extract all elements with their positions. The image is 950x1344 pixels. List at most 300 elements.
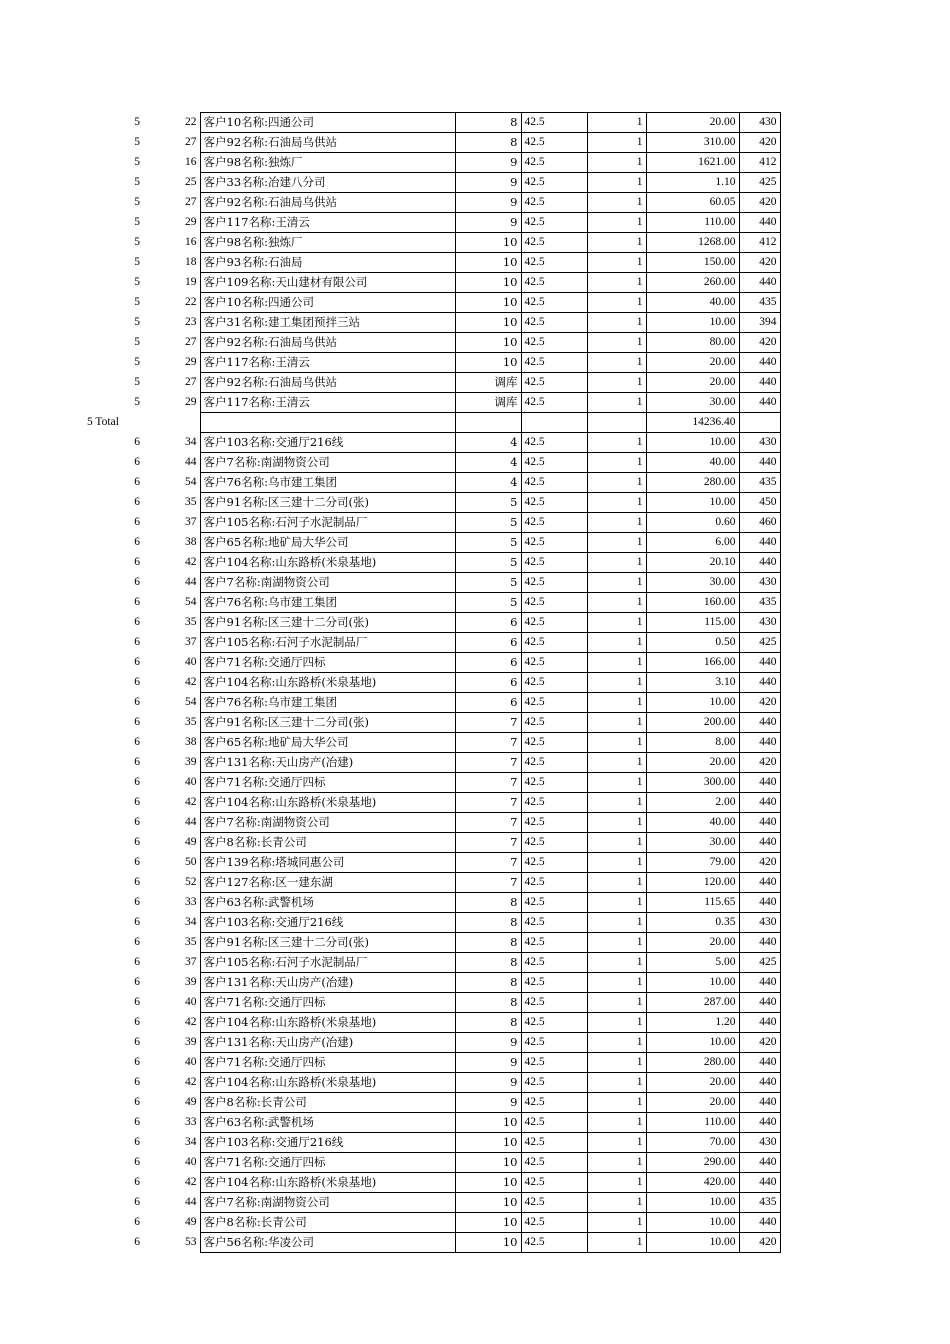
grade-cell: 42.5: [521, 913, 587, 933]
table-row: [84, 793, 780, 813]
customer-cell: 客户91名称:区三建十二分司(张): [200, 493, 455, 513]
customer-cell: 客户8名称:长青公司: [200, 833, 455, 853]
amount-cell: 5.00: [646, 953, 739, 973]
count-cell: 1: [587, 473, 646, 493]
day-cell: 27: [185, 336, 197, 348]
count-cell: 1: [587, 813, 646, 833]
day-cell: 40: [185, 1056, 197, 1068]
day-cell: 42: [185, 1076, 197, 1088]
price-cell: 412: [739, 153, 780, 173]
grade-cell: 42.5: [521, 233, 587, 253]
count-cell: 1: [587, 1193, 646, 1213]
quantity-cell: 8: [455, 113, 521, 133]
price-cell: 440: [739, 1013, 780, 1033]
customer-cell: 客户117名称:王清云: [200, 353, 455, 373]
price-cell: 440: [739, 813, 780, 833]
quantity-cell: 8: [455, 913, 521, 933]
month-cell: 6: [134, 816, 140, 828]
grade-cell: 42.5: [521, 1153, 587, 1173]
grade-cell: 42.5: [521, 693, 587, 713]
amount-cell: 115.00: [646, 613, 739, 633]
month-cell: 6: [134, 1156, 140, 1168]
quantity-cell: 8: [455, 973, 521, 993]
count-cell: 1: [587, 653, 646, 673]
count-cell: 1: [587, 113, 646, 133]
month-cell: 5: [134, 376, 140, 388]
month-cell: 6: [134, 456, 140, 468]
grade-cell: 42.5: [521, 1233, 587, 1253]
amount-cell: 110.00: [646, 213, 739, 233]
customer-cell: 客户104名称:山东路桥(米泉基地): [200, 793, 455, 813]
amount-cell: 79.00: [646, 853, 739, 873]
month-cell: 6: [134, 1076, 140, 1088]
quantity-cell: 7: [455, 853, 521, 873]
customer-cell: 客户76名称:乌市建工集团: [200, 593, 455, 613]
table-row: [84, 333, 780, 353]
quantity-cell: [455, 413, 521, 433]
grade-cell: 42.5: [521, 613, 587, 633]
amount-cell: 290.00: [646, 1153, 739, 1173]
month-cell: 5: [134, 156, 140, 168]
count-cell: 1: [587, 513, 646, 533]
day-cell: 39: [185, 756, 197, 768]
customer-cell: 客户93名称:石油局: [200, 253, 455, 273]
count-cell: 1: [587, 693, 646, 713]
price-cell: 412: [739, 233, 780, 253]
day-cell: 42: [185, 556, 197, 568]
count-cell: 1: [587, 953, 646, 973]
price-cell: 440: [739, 273, 780, 293]
table-row: [84, 973, 780, 993]
count-cell: 1: [587, 633, 646, 653]
table-row: [84, 1073, 780, 1093]
count-cell: 1: [587, 133, 646, 153]
amount-cell: 287.00: [646, 993, 739, 1013]
amount-cell: 40.00: [646, 813, 739, 833]
month-cell: 6: [134, 636, 140, 648]
grade-cell: 42.5: [521, 573, 587, 593]
quantity-cell: 8: [455, 893, 521, 913]
customer-cell: 客户131名称:天山房产(冶建): [200, 1033, 455, 1053]
quantity-cell: 6: [455, 693, 521, 713]
customer-cell: 客户131名称:天山房产(冶建): [200, 973, 455, 993]
quantity-cell: 9: [455, 173, 521, 193]
table-row: [84, 993, 780, 1013]
count-cell: 1: [587, 1133, 646, 1153]
quantity-cell: 10: [455, 1173, 521, 1193]
grade-cell: 42.5: [521, 1193, 587, 1213]
grade-cell: 42.5: [521, 1173, 587, 1193]
quantity-cell: 10: [455, 333, 521, 353]
day-cell: 35: [185, 616, 197, 628]
customer-cell: 客户8名称:长青公司: [200, 1213, 455, 1233]
amount-cell: 40.00: [646, 293, 739, 313]
day-cell: 22: [185, 296, 197, 308]
quantity-cell: 6: [455, 613, 521, 633]
day-cell: 54: [185, 476, 197, 488]
amount-cell: 3.10: [646, 673, 739, 693]
month-cell: 6: [134, 576, 140, 588]
amount-cell: 20.10: [646, 553, 739, 573]
price-cell: 460: [739, 513, 780, 533]
customer-cell: 客户63名称:武警机场: [200, 1113, 455, 1133]
table-row: [84, 513, 780, 533]
quantity-cell: 调库: [455, 393, 521, 413]
month-cell: 5: [134, 296, 140, 308]
day-cell: 19: [185, 276, 197, 288]
quantity-cell: 8: [455, 933, 521, 953]
customer-cell: 客户7名称:南湖物资公司: [200, 453, 455, 473]
table-row: [84, 293, 780, 313]
amount-cell: 20.00: [646, 933, 739, 953]
price-cell: 435: [739, 293, 780, 313]
grade-cell: 42.5: [521, 113, 587, 133]
month-cell: 6: [134, 936, 140, 948]
amount-cell: 0.50: [646, 633, 739, 653]
count-cell: 1: [587, 453, 646, 473]
customer-cell: 客户71名称:交通厅四标: [200, 993, 455, 1013]
month-cell: 6: [134, 876, 140, 888]
month-cell: 6: [134, 1196, 140, 1208]
price-cell: 440: [739, 353, 780, 373]
grade-cell: 42.5: [521, 893, 587, 913]
grade-cell: 42.5: [521, 553, 587, 573]
quantity-cell: 10: [455, 1193, 521, 1213]
quantity-cell: 5: [455, 553, 521, 573]
count-cell: 1: [587, 1013, 646, 1033]
month-cell: 6: [134, 616, 140, 628]
day-cell: 38: [185, 536, 197, 548]
price-cell: 435: [739, 473, 780, 493]
quantity-cell: 8: [455, 133, 521, 153]
count-cell: 1: [587, 1113, 646, 1133]
grade-cell: 42.5: [521, 493, 587, 513]
customer-cell: 客户56名称:华凌公司: [200, 1233, 455, 1253]
count-cell: 1: [587, 1153, 646, 1173]
table-row: [84, 1233, 780, 1253]
month-cell: 6: [134, 836, 140, 848]
count-cell: 1: [587, 253, 646, 273]
quantity-cell: 5: [455, 533, 521, 553]
price-cell: 440: [739, 1073, 780, 1093]
table-row: [84, 1113, 780, 1133]
quantity-cell: 10: [455, 253, 521, 273]
customer-cell: 客户63名称:武警机场: [200, 893, 455, 913]
count-cell: 1: [587, 1173, 646, 1193]
quantity-cell: 9: [455, 213, 521, 233]
day-cell: 29: [185, 216, 197, 228]
grade-cell: 42.5: [521, 193, 587, 213]
count-cell: 1: [587, 1093, 646, 1113]
month-cell: 6: [134, 1016, 140, 1028]
customer-cell: 客户105名称:石河子水泥制品厂: [200, 633, 455, 653]
customer-cell: 客户117名称:王清云: [200, 393, 455, 413]
table-row: [84, 553, 780, 573]
customer-cell: 客户71名称:交通厅四标: [200, 1153, 455, 1173]
month-cell: 6: [134, 556, 140, 568]
day-cell: 54: [185, 696, 197, 708]
amount-cell: 0.60: [646, 513, 739, 533]
table-row: [84, 1033, 780, 1053]
subtotal-label: 5 Total: [87, 416, 119, 428]
count-cell: 1: [587, 153, 646, 173]
month-cell: 6: [134, 996, 140, 1008]
count-cell: 1: [587, 753, 646, 773]
month-cell: 5: [134, 136, 140, 148]
day-cell: 54: [185, 596, 197, 608]
grade-cell: 42.5: [521, 993, 587, 1013]
count-cell: 1: [587, 873, 646, 893]
customer-cell: 客户10名称:四通公司: [200, 293, 455, 313]
day-cell: 42: [185, 1016, 197, 1028]
price-cell: 440: [739, 1093, 780, 1113]
table-row: [84, 233, 780, 253]
quantity-cell: 10: [455, 293, 521, 313]
month-cell: 6: [134, 676, 140, 688]
month-cell: 6: [134, 536, 140, 548]
amount-cell: 115.65: [646, 893, 739, 913]
quantity-cell: 5: [455, 513, 521, 533]
price-cell: 420: [739, 333, 780, 353]
customer-cell: 客户105名称:石河子水泥制品厂: [200, 953, 455, 973]
table-row: [84, 133, 780, 153]
customer-cell: 客户65名称:地矿局大华公司: [200, 533, 455, 553]
customer-cell: 客户109名称:天山建材有限公司: [200, 273, 455, 293]
grade-cell: 42.5: [521, 473, 587, 493]
month-cell: 5: [134, 316, 140, 328]
count-cell: 1: [587, 233, 646, 253]
quantity-cell: 9: [455, 1053, 521, 1073]
amount-cell: 2.00: [646, 793, 739, 813]
count-cell: 1: [587, 973, 646, 993]
count-cell: 1: [587, 173, 646, 193]
grade-cell: 42.5: [521, 213, 587, 233]
price-cell: 430: [739, 613, 780, 633]
amount-cell: 8.00: [646, 733, 739, 753]
customer-cell: 客户7名称:南湖物资公司: [200, 1193, 455, 1213]
table-row: [84, 733, 780, 753]
customer-cell: 客户104名称:山东路桥(米泉基地): [200, 553, 455, 573]
price-cell: 440: [739, 213, 780, 233]
grade-cell: 42.5: [521, 1013, 587, 1033]
table-row: [84, 653, 780, 673]
month-cell: 6: [134, 736, 140, 748]
month-cell: 6: [134, 916, 140, 928]
month-cell: 6: [134, 896, 140, 908]
amount-cell: 20.00: [646, 753, 739, 773]
count-cell: 1: [587, 293, 646, 313]
grade-cell: 42.5: [521, 853, 587, 873]
price-cell: 420: [739, 753, 780, 773]
table-row: [84, 1173, 780, 1193]
count-cell: 1: [587, 773, 646, 793]
table-row: [84, 453, 780, 473]
amount-cell: 420.00: [646, 1173, 739, 1193]
table-row: [84, 853, 780, 873]
amount-cell: 20.00: [646, 353, 739, 373]
count-cell: 1: [587, 433, 646, 453]
amount-cell: 0.35: [646, 913, 739, 933]
amount-cell: 150.00: [646, 253, 739, 273]
customer-cell: 客户92名称:石油局乌供站: [200, 133, 455, 153]
table-row: [84, 533, 780, 553]
table-row: [84, 633, 780, 653]
amount-cell: 280.00: [646, 1053, 739, 1073]
grade-cell: 42.5: [521, 773, 587, 793]
amount-cell: 120.00: [646, 873, 739, 893]
table-row: [84, 713, 780, 733]
day-cell: 38: [185, 736, 197, 748]
customer-cell: 客户104名称:山东路桥(米泉基地): [200, 1013, 455, 1033]
amount-cell: 280.00: [646, 473, 739, 493]
month-cell: 5: [134, 176, 140, 188]
count-cell: 1: [587, 393, 646, 413]
grade-cell: 42.5: [521, 753, 587, 773]
month-cell: 6: [134, 656, 140, 668]
day-cell: 27: [185, 376, 197, 388]
table-row: [84, 373, 780, 393]
grade-cell: 42.5: [521, 453, 587, 473]
customer-cell: 客户103名称:交通厅216线: [200, 913, 455, 933]
price-cell: 440: [739, 733, 780, 753]
amount-cell: 30.00: [646, 833, 739, 853]
price-cell: 440: [739, 533, 780, 553]
quantity-cell: 7: [455, 773, 521, 793]
day-cell: 34: [185, 1136, 197, 1148]
quantity-cell: 9: [455, 153, 521, 173]
count-cell: 1: [587, 613, 646, 633]
day-cell: 39: [185, 976, 197, 988]
day-cell: 44: [185, 1196, 197, 1208]
amount-cell: 10.00: [646, 1213, 739, 1233]
table-row: [84, 613, 780, 633]
day-cell: 22: [185, 116, 197, 128]
price-cell: 450: [739, 493, 780, 513]
table-row: [84, 933, 780, 953]
customer-cell: 客户92名称:石油局乌供站: [200, 333, 455, 353]
count-cell: 1: [587, 213, 646, 233]
grade-cell: 42.5: [521, 433, 587, 453]
grade-cell: 42.5: [521, 513, 587, 533]
grade-cell: 42.5: [521, 673, 587, 693]
price-cell: 430: [739, 913, 780, 933]
day-cell: 50: [185, 856, 197, 868]
quantity-cell: 10: [455, 1233, 521, 1253]
grade-cell: 42.5: [521, 253, 587, 273]
month-cell: 6: [134, 796, 140, 808]
quantity-cell: 10: [455, 1213, 521, 1233]
day-cell: 27: [185, 196, 197, 208]
day-cell: 29: [185, 396, 197, 408]
quantity-cell: 6: [455, 673, 521, 693]
quantity-cell: 调库: [455, 373, 521, 393]
amount-cell: 6.00: [646, 533, 739, 553]
customer-cell: 客户103名称:交通厅216线: [200, 1133, 455, 1153]
price-cell: 420: [739, 253, 780, 273]
table-row: [84, 773, 780, 793]
price-cell: 440: [739, 1053, 780, 1073]
table-row: [84, 873, 780, 893]
amount-cell: 1621.00: [646, 153, 739, 173]
price-cell: 435: [739, 1193, 780, 1213]
customer-cell: 客户76名称:乌市建工集团: [200, 693, 455, 713]
day-cell: 33: [185, 896, 197, 908]
table-row: [84, 1193, 780, 1213]
month-cell: 6: [134, 1176, 140, 1188]
price-cell: 420: [739, 1033, 780, 1053]
amount-cell: 30.00: [646, 573, 739, 593]
count-cell: 1: [587, 1073, 646, 1093]
amount-cell: 10.00: [646, 1193, 739, 1213]
count-cell: 1: [587, 793, 646, 813]
month-cell: 6: [134, 856, 140, 868]
quantity-cell: 7: [455, 753, 521, 773]
count-cell: 1: [587, 993, 646, 1013]
sales-table-body: [84, 113, 780, 1253]
count-cell: 1: [587, 273, 646, 293]
customer-cell: [200, 413, 455, 433]
count-cell: 1: [587, 313, 646, 333]
amount-cell: 10.00: [646, 493, 739, 513]
amount-cell: 10.00: [646, 1233, 739, 1253]
count-cell: 1: [587, 673, 646, 693]
month-cell: 5: [134, 256, 140, 268]
count-cell: 1: [587, 833, 646, 853]
grade-cell: 42.5: [521, 873, 587, 893]
day-cell: 42: [185, 676, 197, 688]
price-cell: 440: [739, 873, 780, 893]
amount-cell: 40.00: [646, 453, 739, 473]
price-cell: 435: [739, 593, 780, 613]
day-cell: 29: [185, 356, 197, 368]
month-cell: 6: [134, 436, 140, 448]
amount-cell: 1268.00: [646, 233, 739, 253]
amount-cell: 1.10: [646, 173, 739, 193]
quantity-cell: 10: [455, 1133, 521, 1153]
grade-cell: 42.5: [521, 793, 587, 813]
quantity-cell: 7: [455, 713, 521, 733]
grade-cell: 42.5: [521, 813, 587, 833]
count-cell: 1: [587, 733, 646, 753]
grade-cell: 42.5: [521, 133, 587, 153]
month-cell: 5: [134, 396, 140, 408]
customer-cell: 客户71名称:交通厅四标: [200, 773, 455, 793]
table-row: [84, 753, 780, 773]
table-row: [84, 313, 780, 333]
quantity-cell: 10: [455, 273, 521, 293]
grade-cell: 42.5: [521, 733, 587, 753]
grade-cell: 42.5: [521, 1093, 587, 1113]
day-cell: 44: [185, 456, 197, 468]
price-cell: 440: [739, 1213, 780, 1233]
quantity-cell: 6: [455, 633, 521, 653]
day-cell: 42: [185, 1176, 197, 1188]
quantity-cell: 10: [455, 1153, 521, 1173]
price-cell: 420: [739, 693, 780, 713]
grade-cell: 42.5: [521, 653, 587, 673]
price-cell: 440: [739, 973, 780, 993]
day-cell: 34: [185, 436, 197, 448]
table-row: [84, 433, 780, 453]
table-row: [84, 953, 780, 973]
amount-cell: 10.00: [646, 433, 739, 453]
customer-cell: 客户65名称:地矿局大华公司: [200, 733, 455, 753]
count-cell: 1: [587, 1033, 646, 1053]
price-cell: 430: [739, 1133, 780, 1153]
grade-cell: 42.5: [521, 1053, 587, 1073]
count-cell: 1: [587, 1053, 646, 1073]
day-cell: 44: [185, 576, 197, 588]
